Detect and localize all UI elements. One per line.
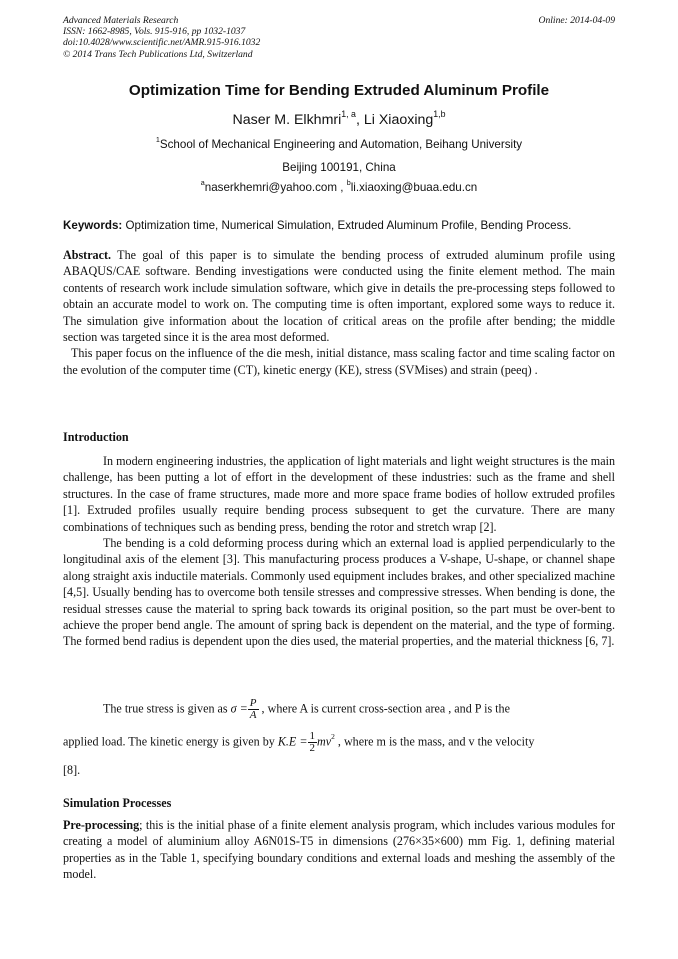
email-address: li.xiaoxing@buaa.edu.cn	[350, 181, 478, 194]
journal-header	[63, 15, 615, 60]
fraction-denominator: A	[249, 709, 257, 721]
body-paragraph: The bending is a cold deforming process during which an external load is applied perpendicularly to the longitudinal axis of the element [3]. This manufacturing process produces a V-shape, U-shape, or channel shape along straight axis inductile materials. Commonly used equipment includes brakes, and other specialized machine [4,5]. Usually bending has to overcome both tensile stresses and compressive stresses. When bending is done, the residual stresses cause the material to spring back towards its original position, so the part must be over-bent to achieve the proper bend angle. The amount of spring back is dependent on the material, and the type of forming. The formed bend radius is dependent upon the dies used, the material properties, and the material thickness [6, 7].	[63, 536, 615, 649]
stress-formula-line	[63, 698, 615, 721]
body-text-fragment: , where m is the mass, and v the velocity	[334, 734, 535, 749]
author-name: Li Xiaoxing	[363, 112, 434, 128]
copyright-line: © 2014 Trans Tech Publications Ltd, Switzerland	[63, 48, 253, 60]
ke-lhs: K.E =	[277, 734, 308, 749]
keywords	[63, 219, 623, 232]
author-superscript: 1,b	[433, 108, 446, 119]
abstract-label: Abstract.	[63, 248, 112, 262]
issn-line: ISSN: 1662-8985, Vols. 915-916, pp 1032-1037	[63, 26, 246, 38]
kinetic-energy-formula-line	[63, 731, 615, 754]
affiliation-city: Beijing 100191, China	[282, 161, 396, 174]
author-line	[0, 108, 678, 128]
body-text-fragment: applied load. The kinetic energy is given by	[63, 734, 278, 749]
email-separator: ,	[337, 181, 347, 194]
abstract-text: The goal of this paper is to simulate the bending process of extruded aluminum profile using ABAQUS/CAE software. Bending investigations were conducted using the finite element method. The main contents of research work include simulation software, which give in details the pre-processing steps followed to obtain an accurate model to work on. The computing time is often important, explored some ways to reduce it. The simulation give information about the location of critical areas on the profile after bending; the middle section was targeted since it is the area most deformed.	[63, 248, 615, 345]
author-separator: ,	[355, 112, 364, 128]
doi-line: doi:10.4028/www.scientific.net/AMR.915-916.1032	[63, 37, 261, 49]
paper-title: Optimization Time for Bending Extruded Aluminum Profile	[128, 82, 550, 99]
section-heading: Simulation Processes	[63, 796, 172, 810]
author-superscript: 1, a	[341, 108, 356, 119]
body-text-fragment: The true stress is given as	[103, 701, 231, 716]
affiliation-superscript: 1	[155, 134, 160, 144]
fraction-numerator: 1	[309, 730, 316, 742]
body-text-fragment: , where A is current cross-section area , and P is the	[258, 701, 510, 716]
ke-exponent: 2	[331, 731, 335, 741]
ke-rhs: mv	[317, 734, 332, 749]
email-line	[0, 177, 678, 194]
email-superscript: a	[200, 177, 205, 187]
preprocessing-text: ; this is the initial phase of a finite element analysis program, which includes various modules for creating a model of aluminium alloy A6N01S-T5 in dimensions (276×35×600) mm Fig. 1, defining material properties as in the Table 1, specifying boundary conditions and external loads and meshing the assembly of the model.	[63, 818, 615, 882]
keywords-label: Keywords:	[63, 219, 123, 232]
online-date: Online: 2014-04-09	[538, 15, 615, 26]
affiliation-line	[0, 134, 678, 151]
preprocessing-label: Pre-processing	[63, 818, 140, 832]
body-paragraph: In modern engineering industries, the application of light materials and light weight structures is the main challenge, has been putting a lot of effort in the development of these industries: such as the frame and shell structures. In the case of frame structures, made more and more space frame bodies of hollow extruded profiles [1]. Extruded profiles usually require bending process subsequent to get the curvature. There are many combinations of techniques such as bending press, bending the rotor and stretch wrap [2].	[63, 454, 615, 534]
fraction-denominator: 2	[309, 742, 316, 754]
stress-fraction	[248, 698, 259, 721]
email-superscript: b	[346, 177, 351, 187]
email-address: naserkhemri@yahoo.com	[204, 181, 338, 194]
journal-name: Advanced Materials Research	[63, 15, 179, 26]
simulation-text	[63, 817, 615, 883]
abstract-paragraph: This paper focus on the influence of the die mesh, initial distance, mass scaling factor and time scaling factor on the evolution of the computer time (CT), kinetic energy (KE), stress (SVMises) and strain (peeq) .	[63, 346, 615, 377]
author-name: Naser M. Elkhmri	[232, 112, 342, 128]
body-paragraph	[63, 817, 615, 883]
section-heading: Introduction	[63, 430, 129, 444]
keywords-text: Optimization time, Numerical Simulation, Extruded Aluminum Profile, Bending Process.	[122, 219, 572, 232]
sigma-symbol: σ =	[230, 701, 248, 716]
introduction-text	[63, 453, 615, 650]
ke-fraction	[308, 731, 318, 754]
abstract	[63, 247, 615, 378]
abstract-paragraph	[63, 247, 615, 345]
reference-line: [8].	[63, 763, 81, 777]
fraction-numerator: P	[249, 697, 257, 709]
journal-info	[63, 15, 615, 60]
affiliation-institution: School of Mechanical Engineering and Automation, Beihang University	[159, 138, 523, 151]
